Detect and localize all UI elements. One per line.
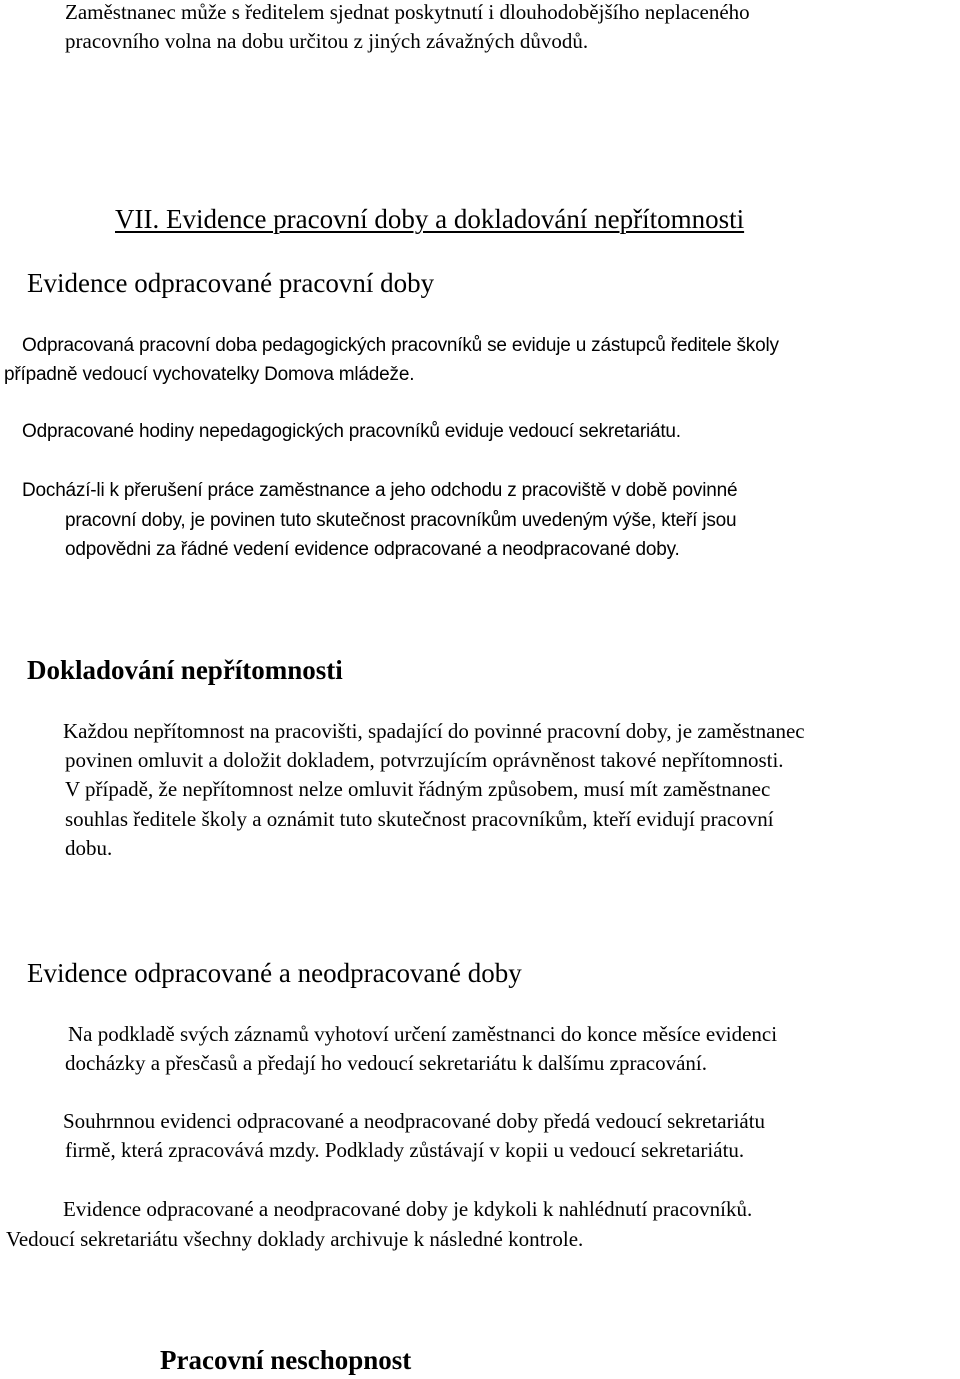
intro-text-line: Zaměstnanec může s ředitelem sjednat poskytnutí i dlouhodobějšího neplaceného (65, 0, 750, 24)
paragraph-line: docházky a přesčasů a předají ho vedoucí sekretariátu k dalšímu zpracování. (65, 1051, 707, 1075)
chapter-title: VII. Evidence pracovní doby a dokladování nepřítomnosti (115, 204, 745, 234)
paragraph-line: Evidence odpracované a neodpracované doby je kdykoli k nahlédnutí pracovníků. (63, 1197, 753, 1221)
paragraph-line: Dochází-li k přerušení práce zaměstnance a jeho odchodu z pracoviště v době povinné (22, 480, 738, 501)
paragraph-line: Na podkladě svých záznamů vyhotoví určení zaměstnanci do konce měsíce evidenci (68, 1022, 778, 1046)
paragraph-line: Souhrnnou evidenci odpracované a neodpracované doby předá vedoucí sekretariátu (63, 1109, 766, 1133)
section-heading-evidence-worked-unworked: Evidence odpracované a neodpracované doby (27, 958, 522, 988)
paragraph-line: dobu. (65, 836, 113, 860)
section-heading-absence-documentation: Dokladování nepřítomnosti (27, 655, 343, 685)
paragraph-line: odpovědni za řádné vedení evidence odpracované a neodpracované doby. (65, 539, 680, 560)
paragraph-line: firmě, která zpracovává mzdy. Podklady zůstávají v kopii u vedoucí sekretariátu. (65, 1138, 745, 1162)
paragraph-line: případně vedoucí vychovatelky Domova mládeže. (4, 364, 415, 385)
intro-text-line: pracovního volna na dobu určitou z jiných závažných důvodů. (65, 29, 589, 53)
paragraph-line: povinen omluvit a doložit dokladem, potvrzujícím oprávněnost takové nepřítomnosti. (65, 748, 784, 772)
section-heading-sick-leave: Pracovní neschopnost (160, 1345, 412, 1375)
paragraph-line: souhlas ředitele školy a oznámit tuto skutečnost pracovníkům, kteří evidují pracovní (65, 807, 774, 831)
paragraph-line: Vedoucí sekretariátu všechny doklady archivuje k následné kontrole. (6, 1227, 584, 1251)
paragraph-line: pracovní doby, je povinen tuto skutečnost pracovníkům uvedeným výše, kteří jsou (65, 510, 737, 531)
paragraph-line: Každou nepřítomnost na pracovišti, spadající do povinné pracovní doby, je zaměstnanec (63, 719, 805, 743)
paragraph-line: Odpracovaná pracovní doba pedagogických pracovníků se eviduje u zástupců ředitele školy (22, 335, 779, 356)
paragraph-line: V případě, že nepřítomnost nelze omluvit řádným způsobem, musí mít zaměstnanec (65, 777, 771, 801)
paragraph-line: Odpracované hodiny nepedagogických pracovníků eviduje vedoucí sekretariátu. (22, 421, 681, 442)
section-heading-evidence-work-time: Evidence odpracované pracovní doby (27, 268, 435, 298)
